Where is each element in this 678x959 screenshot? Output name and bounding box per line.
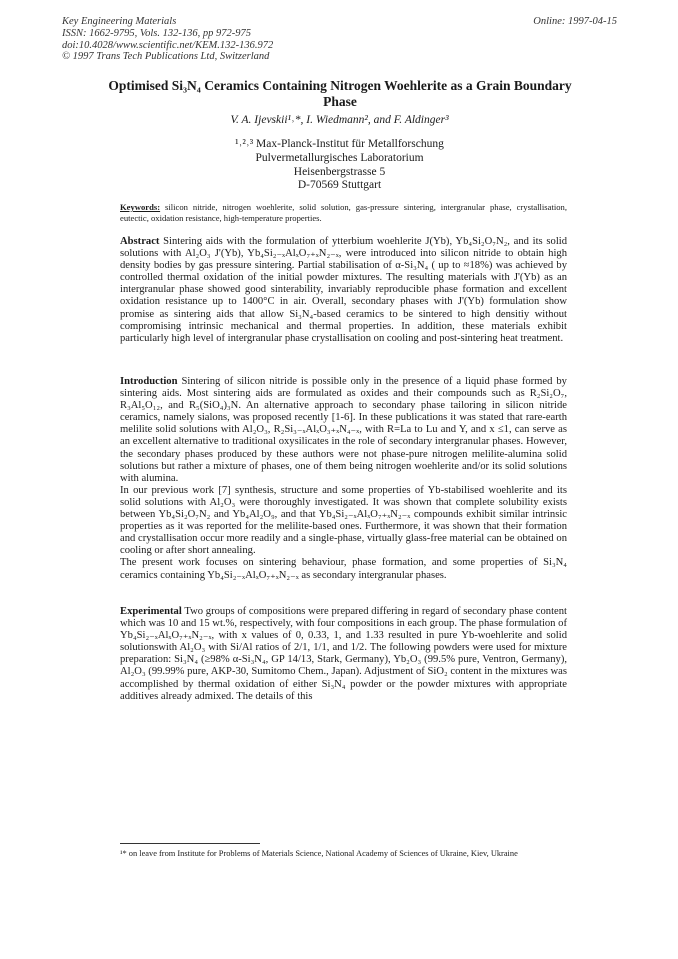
experimental-text: Two groups of compositions were prepared differing in regard of secondary phase content which was 10 and 15 wt.%, respectively, with four compositions in each group. The phase formulation of Yb₄Si₂₋ₓAlₓO₇₊ₓN₂₋ₓ, with x values of 0, 0.33, 1, and 1.33 resulted in pure Yb-woehlerite and solid solutionswith Al₂O₃ with Si/Al ratios of 2/1, 1/1, and 1/2. The following powders were used for mixture preparation: Si₃N₄ (≥98% α-Si₃N₄, GP 14/13, Stark, Germany), Yb₂O₃ (99.5% pure, Ventron, Germany), Al₂O₃ (99.99% pure, AKP-30, Sumitomo Chem., Japan). Adjustment of SiO₂ content in the mixtures was accomplished by thermal oxidation of either Si₃N₄ powder or the powder mixtures with appropriate additives already admixed. The details of this — [120, 606, 567, 702]
abstract-section — [120, 236, 567, 345]
affiliation — [62, 138, 617, 193]
journal-header — [62, 16, 617, 63]
experimental-section — [120, 606, 567, 703]
affiliation-line: ¹˒²˒³ Max-Planck-Institut für Metallforschung — [235, 138, 444, 150]
authors: V. A. Ijevskii¹˒*, I. Wiedmann², and F. Aldinger³ — [230, 114, 449, 126]
affiliation-line: D-70569 Stuttgart — [297, 179, 382, 192]
footnote-divider — [120, 843, 260, 844]
abstract-text: Sintering aids with the formulation of ytterbium woehlerite J(Yb), Yb₄Si₂O₇N₂, and its solid solutions with Al₂O₃ J'(Yb), Yb₄Si₂₋ₓAlₓO₇₊ₓN₂₋ₓ, were introduced into silicon nitride to obtain high density bodies by gas pressure sintering. Partial stabilisation of α-Si₃N₄ ( up to ≈18%) was achieved by controlled thermal oxidation of the initial powder mixtures. The resulting materials with J'(Yb) as an intergranular phase showed good sinterability, invariably reproducible phase formation and excellent oxidation resistance up to 1400°C in air. Overall, secondary phases with J'(Yb) formulation show promise as sintering aids that allow Si₃N₄-based ceramics to be sintered to high densitiy without compromising intrinsic mechanical and thermal properties. In addition, these materials exhibit particularly high level of intergranular phase crystallisation on cooling and post-sintering heat treatment. — [120, 236, 568, 344]
copyright-line: © 1997 Trans Tech Publications Ltd, Switzerland — [62, 51, 270, 63]
introduction-paragraph: The present work focuses on sintering behaviour, phase formation, and some properties of Si₃N₄ ceramics containing Yb₄Si₂₋ₓAlₓO₇₊ₓN₂₋ₓ as secondary intergranular phases. — [120, 557, 567, 581]
affiliation-line: Pulvermetallurgisches Laboratorium — [255, 151, 424, 164]
introduction-paragraph: In our previous work [7] synthesis, structure and some properties of Yb-stabilised woehlerite and its solid solutions with Al₂O₃ were thoroughly investigated. It was shown that complete solubility exists between Yb₄Si₂O₇N₂ and Yb₄Al₂O₉, and that Yb₄Si₂₋ₓAlₓO₇₊ₓN₂₋ₓ compounds exhibit similar intrinsic properties as it was reported for the melilite-based ones. Furthermore, it was shown that their formation and crystallisation occur more readily and a single-phase, virtually glass-free material can be obtained on cooling or after short annealing. — [120, 484, 567, 557]
affiliation-line: Heisenbergstrasse 5 — [293, 165, 386, 178]
keywords-label: Keywords: — [120, 202, 161, 212]
footnote: ¹* on leave from Institute for Problems of Materials Science, National Academy of Sciences of Ukraine, Kiev, Ukraine — [120, 849, 518, 858]
keywords-text: silicon nitride, nitrogen woehlerite, solid solution, gas-pressure sintering, intergranular phase, crystallisation, eutectic, oxidation resistance, high-temperature properties. — [120, 202, 567, 223]
paper-title: Optimised Si₃N₄ Ceramics Containing Nitrogen Woehlerite as a Grain Boundary Phase — [108, 78, 572, 109]
abstract-label: Abstract — [120, 236, 160, 247]
issn-line: ISSN: 1662-9795, Vols. 132-136, pp 972-975 — [62, 27, 251, 39]
online-date: Online: 1997-04-15 — [533, 16, 617, 27]
keywords — [120, 202, 567, 224]
introduction-section — [120, 376, 567, 582]
experimental-label: Experimental — [120, 606, 182, 617]
journal-name: Key Engineering Materials — [62, 16, 177, 27]
introduction-label: Introduction — [120, 376, 178, 387]
doi-line: doi:10.4028/www.scientific.net/KEM.132-136.972 — [62, 39, 274, 51]
introduction-paragraph: Sintering of silicon nitride is possible only in the presence of a liquid phase formed by sintering aids. Most sintering aids are formulated as oxides and their compounds such as R₂Si₂O₇, R₃Al₅O₁₂, and R₅(SiO₄)₃N. An alternative approach to secondary phase tailoring in silicon nitride ceramics, namely sialons, was proposed recently [1-6]. In these publications it was stated that rare-earth melilite solid solutions with Al₂O₃, R₂Si₃₋ₓAlₓO₃₊ₓN₄₋ₓ, with R=La to Lu and Y, and x ≤1, can serve as an excellent alternative to traditional oxysilicates in the role of secondary intergranular phases. However, the secondary phases produced by these authors were not phase-pure nitrogen melilite-alumina solid solutions but rather a mixture of phases, one of them being nitrogen woehlerite and/or its solid solutions with alumina. — [120, 376, 567, 484]
